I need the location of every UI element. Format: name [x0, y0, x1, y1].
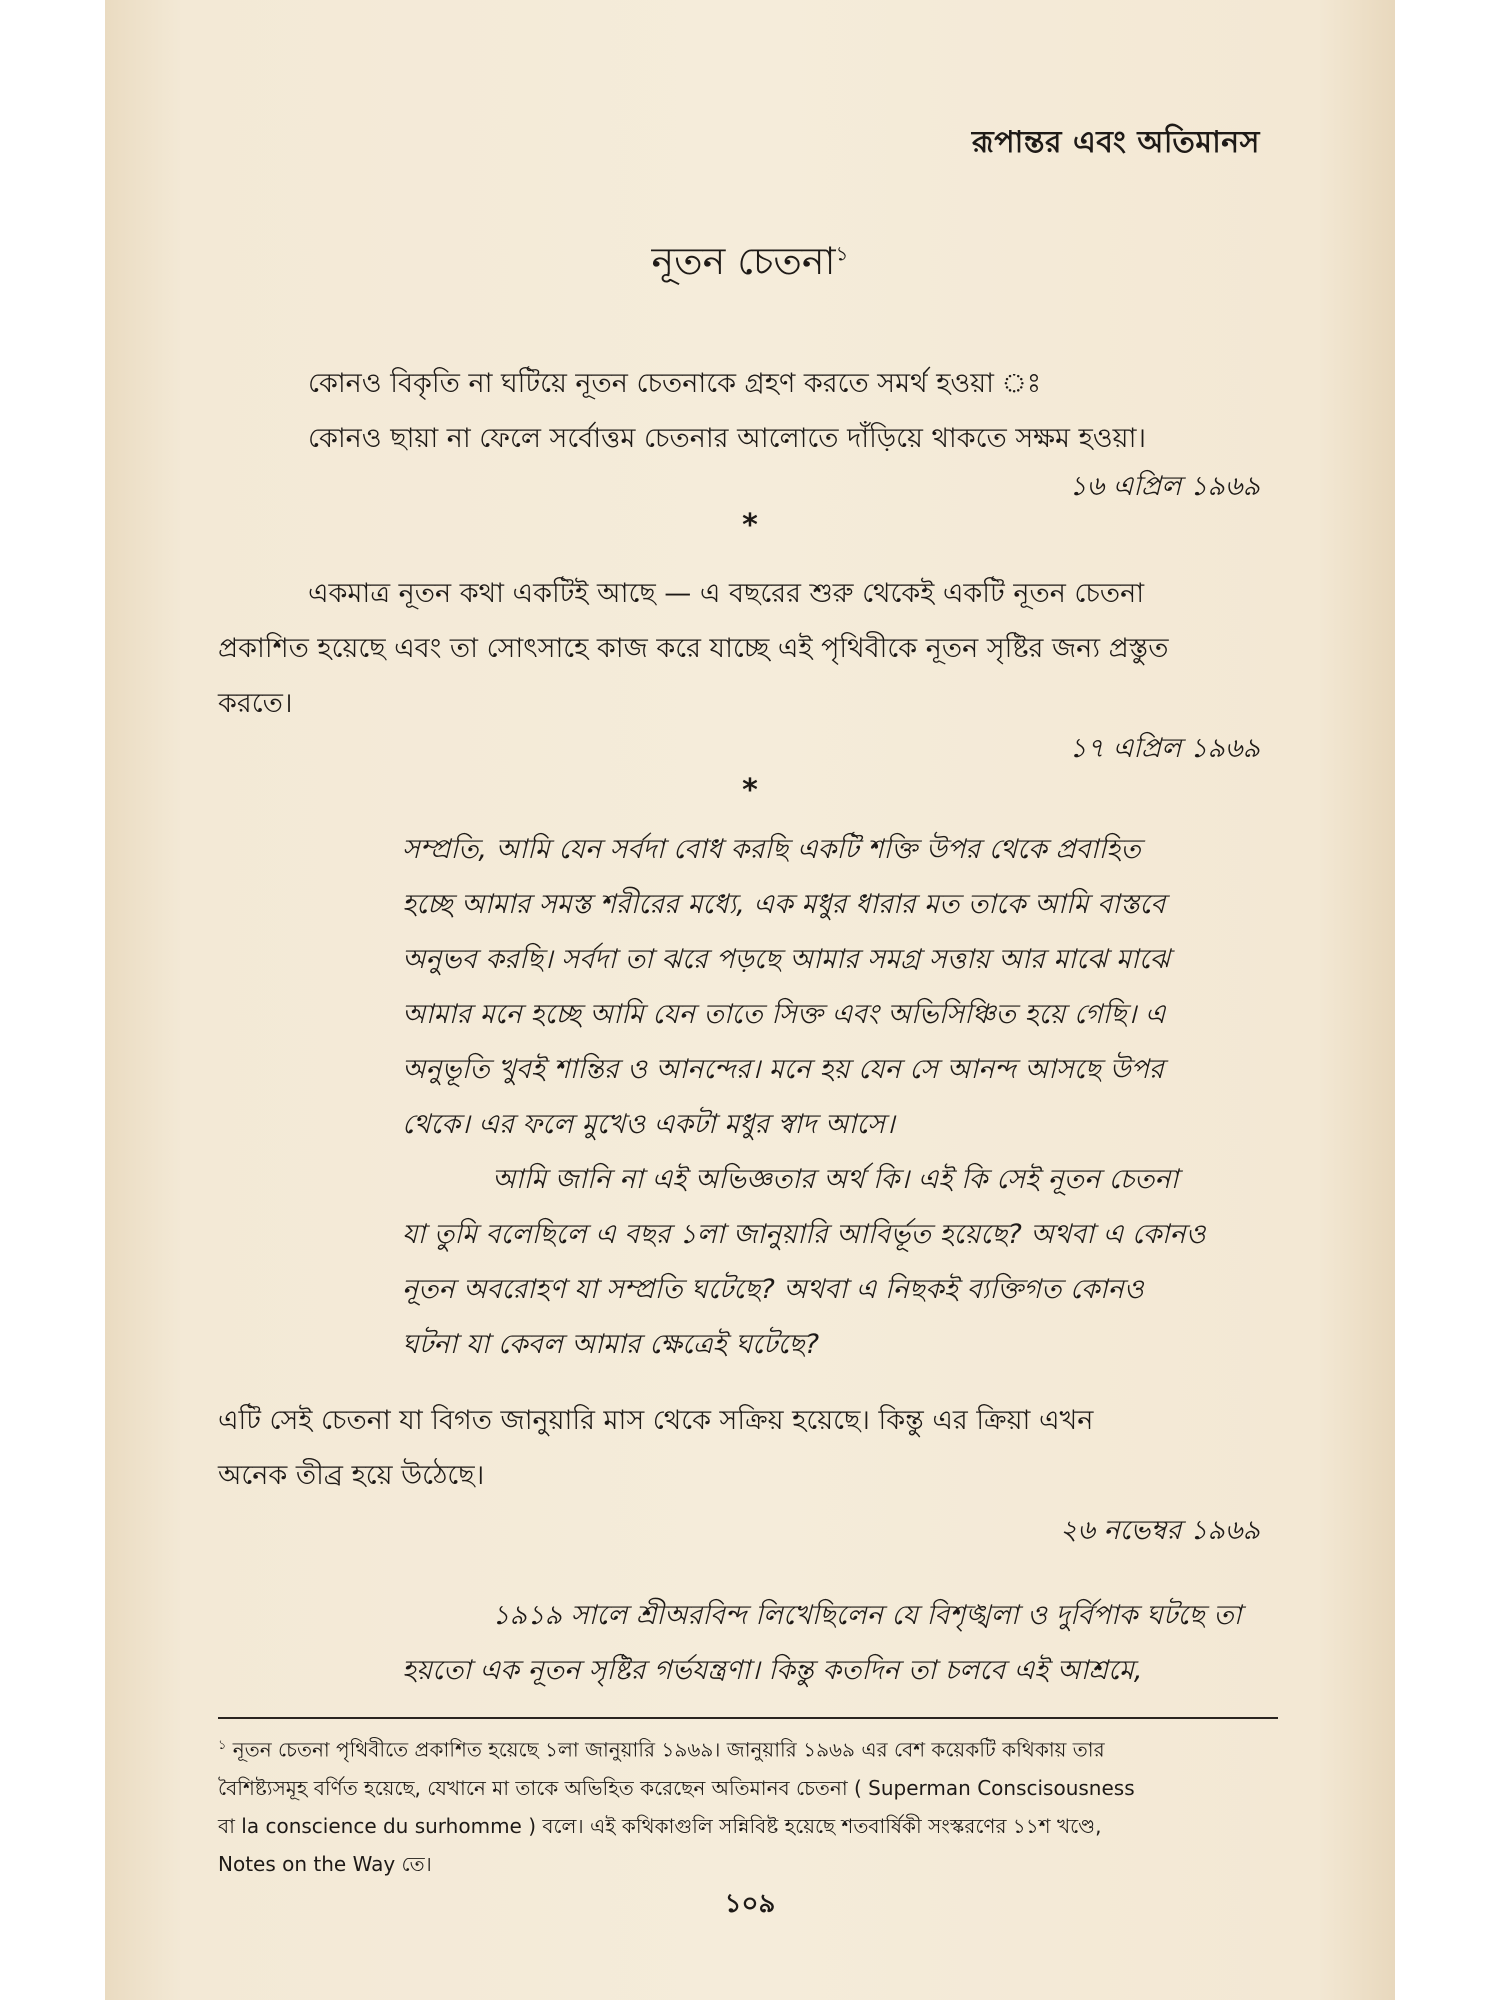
book-page: [105, 0, 1395, 2000]
question-line: আমি জানি না এই অভিজ্ঞতার অর্থ কি। এই কি সেই নূতন চেতনা: [492, 1164, 1179, 1195]
question-line: থেকে। এর ফলে মুখেও একটা মধুর স্বাদ আসে।: [402, 1109, 895, 1140]
answer-line: এটি সেই চেতনা যা বিগত জানুয়ারি মাস থেকে সক্রিয় হয়েছে। কিন্তু এর ক্রিয়া এখন: [218, 1405, 1094, 1436]
answer-date: ২৬ নভেম্বর ১৯৬৯: [1059, 1515, 1260, 1546]
final-question-line: হয়তো এক নূতন সৃষ্টির গর্ভযন্ত্রণা। কিন্তু কতদিন তা চলবে এই আশ্রমে,: [402, 1655, 1143, 1686]
footnote-rule: [218, 1717, 1278, 1719]
disciple-question: [402, 822, 1206, 1372]
separator-star-1: *: [742, 508, 758, 543]
separator-star-2: *: [742, 773, 758, 808]
question-line: আমার মনে হচ্ছে আমি যেন তাতে সিক্ত এবং অভিসিঞ্চিত হয়ে গেছি। এ: [402, 999, 1166, 1030]
final-question: [402, 1588, 1241, 1698]
answer-line: অনেক তীব্র হয়ে উঠেছে।: [218, 1460, 485, 1491]
question-line: অনুভূতি খুবই শান্তির ও আনন্দের। মনে হয় যেন সে আনন্দ আসছে উপর: [402, 1054, 1164, 1085]
footnote-line: Notes on the Way তে।: [218, 1851, 432, 1876]
footnote-line: [218, 1727, 1298, 1769]
section-2-line: করতে।: [218, 688, 293, 719]
footnote-line: বৈশিষ্ট্যসমূহ বর্ণিত হয়েছে, যেখানে মা তাকে অভিহিত করেছেন অতিমানব চেতনা ( Superman Conscisousness: [218, 1775, 1135, 1800]
question-line: ঘটনা যা কেবল আমার ক্ষেত্রেই ঘটেছে?: [402, 1329, 820, 1360]
footnote: [218, 1727, 1298, 1883]
footnote-line-text: নূতন চেতনা পৃথিবীতে প্রকাশিত হয়েছে ১লা জানুয়ারি ১৯৬৯। জানুয়ারি ১৯৬৯ এর বেশ কয়েকটি কথিকায় তার: [232, 1737, 1105, 1762]
footnote-line: বা la conscience du surhomme ) বলে। এই কথিকাগুলি সন্নিবিষ্ট হয়েছে শতবার্ষিকী সংস্করণের ১১শ খণ্ডে,: [218, 1813, 1102, 1838]
section-1-date: ১৬ এপ্রিল ১৯৬৯: [1069, 471, 1260, 502]
section-2-line: প্রকাশিত হয়েছে এবং তা সোৎসাহে কাজ করে যাচ্ছে এই পৃথিবীকে নূতন সৃষ্টির জন্য প্রস্তুত: [218, 633, 1169, 664]
section-1-line: কোনও বিকৃতি না ঘটিয়ে নূতন চেতনাকে গ্রহণ করতে সমর্থ হওয়া ঃ: [308, 368, 1042, 399]
page-number: ১০৯: [724, 1889, 776, 1919]
question-line: অনুভব করছি। সর্বদা তা ঝরে পড়ছে আমার সমগ্র সত্তায় আর মাঝে মাঝে: [402, 944, 1171, 975]
title-footnote-mark: ১: [835, 241, 849, 266]
mother-answer: [218, 1393, 1093, 1503]
running-head: রূপান্তর এবং অতিমানস: [971, 125, 1260, 160]
question-line: সম্প্রতি, আমি যেন সর্বদা বোধ করছি একটি শক্তি উপর থেকে প্রবাহিত: [402, 834, 1141, 865]
section-2-line: একমাত্র নূতন কথা একটিই আছে — এ বছরের শুরু থেকেই একটি নূতন চেতনা: [308, 578, 1145, 609]
footnote-mark: ১: [218, 1738, 227, 1753]
question-line: নূতন অবরোহণ যা সম্প্রতি ঘটেছে? অথবা এ নিছকই ব্যক্তিগত কোনও: [402, 1274, 1144, 1305]
section-1-text: [308, 356, 1146, 466]
section-1-line: কোনও ছায়া না ফেলে সর্বোত্তম চেতনার আলোতে দাঁড়িয়ে থাকতে সক্ষম হওয়া।: [308, 423, 1147, 454]
final-question-line: ১৯১৯ সালে শ্রীঅরবিন্দ লিখেছিলেন যে বিশৃঙ্খলা ও দুর্বিপাক ঘটছে তা: [492, 1600, 1242, 1631]
section-2-date: ১৭ এপ্রিল ১৯৬৯: [1069, 733, 1260, 764]
question-line: যা তুমি বলেছিলে এ বছর ১লা জানুয়ারি আবির্ভূত হয়েছে? অথবা এ কোনও: [402, 1219, 1206, 1250]
chapter-title-text: নূতন চেতনা: [651, 239, 836, 283]
section-2-text: [218, 566, 1168, 731]
question-line: হচ্ছে আমার সমস্ত শরীরের মধ্যে, এক মধুর ধারার মত তাকে আমি বাস্তবে: [402, 889, 1166, 920]
chapter-title: [105, 232, 1395, 296]
